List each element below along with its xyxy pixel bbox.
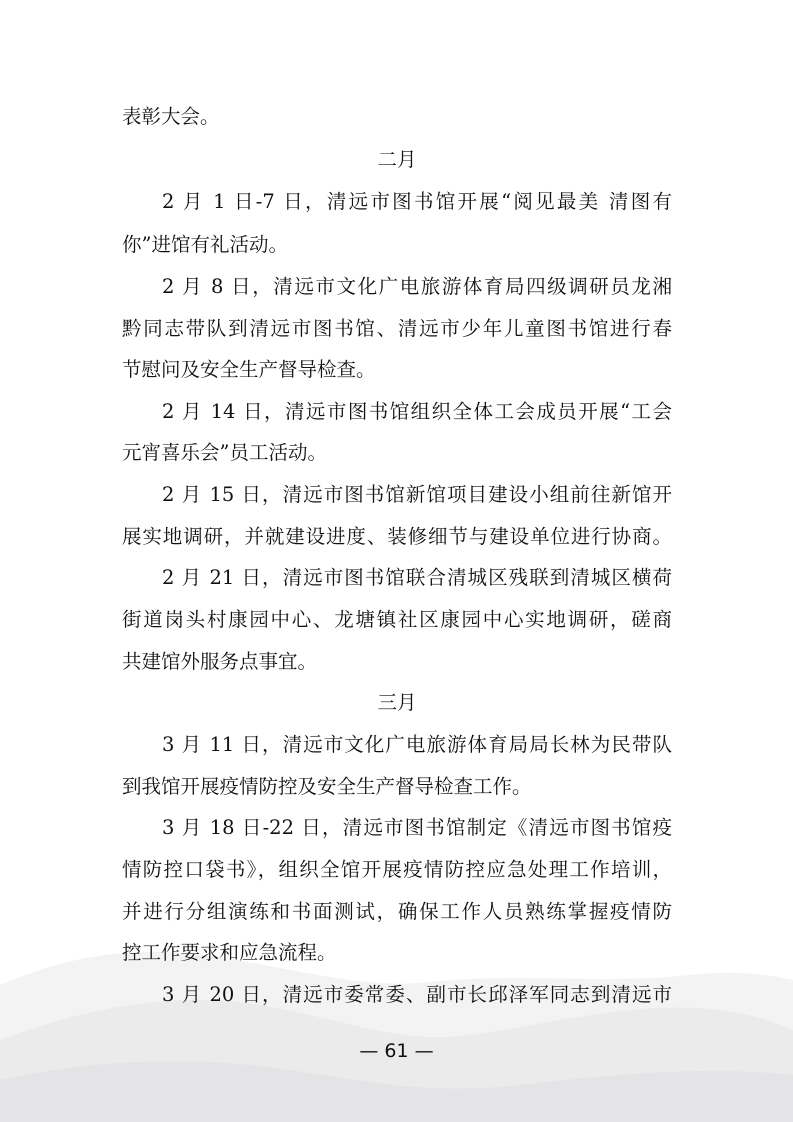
text-line: 2 月 21 日，清远市图书馆联合清城区残联到清城区横荷 [162, 566, 672, 589]
text-line: 2 月 15 日，清远市图书馆新馆项目建设小组前往新馆开 [162, 483, 672, 506]
text-line: 你”进馆有礼活动。 [122, 233, 288, 256]
text-line: 展实地调研，并就建设进度、装修细节与建设单位进行协商。 [122, 525, 672, 548]
section-heading-march: 三月 [377, 691, 417, 714]
text-line: 节慰问及安全生产督导检查。 [122, 358, 376, 381]
text-line: 3 月 11 日，清远市文化广电旅游体育局局长林为民带队 [162, 733, 672, 756]
text-line: 到我馆开展疫情防控及安全生产督导检查工作。 [122, 775, 532, 798]
text-line: 共建馆外服务点事宜。 [122, 650, 318, 673]
page-number: — 61 — [359, 1040, 434, 1062]
section-heading-february: 二月 [377, 148, 417, 171]
text-line: 并进行分组演练和书面测试，确保工作人员熟练掌握疫情防 [122, 900, 672, 923]
text-line: 3 月 18 日-22 日，清远市图书馆制定《清远市图书馆疫 [162, 816, 672, 839]
text-line: 2 月 1 日-7 日，清远市图书馆开展“阅见最美 清图有 [162, 190, 672, 213]
text-line: 情防控口袋书》，组织全馆开展疫情防控应急处理工作培训， [122, 858, 672, 881]
text-line: 2 月 14 日，清远市图书馆组织全体工会成员开展“工会 [162, 400, 672, 423]
text-line: 元宵喜乐会”员工活动。 [122, 441, 327, 464]
text-line: 街道岗头村康园中心、龙塘镇社区康园中心实地调研，磋商 [122, 608, 672, 631]
text-line: 3 月 20 日，清远市委常委、副市长邱泽军同志到清远市 [162, 983, 672, 1006]
text-line: 2 月 8 日，清远市文化广电旅游体育局四级调研员龙湘 [162, 275, 672, 298]
text-line: 黔同志带队到清远市图书馆、清远市少年儿童图书馆进行春 [122, 317, 672, 340]
text-line: 表彰大会。 [122, 105, 220, 128]
text-line: 控工作要求和应急流程。 [122, 941, 337, 964]
